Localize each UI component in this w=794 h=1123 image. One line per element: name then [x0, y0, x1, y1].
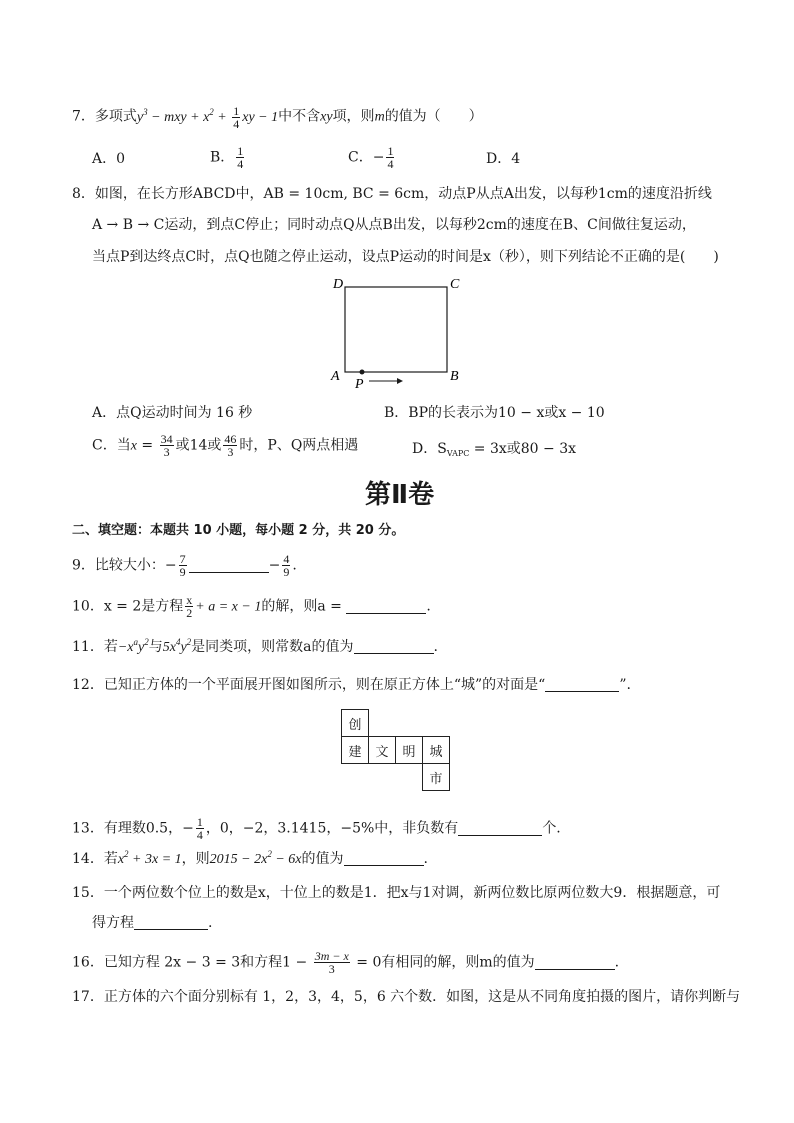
net-cell: 建	[342, 737, 369, 764]
label-d: D	[333, 277, 344, 292]
question-8-line2: A → B → C运动，到点C停止；同时动点Q从点B出发，以每秒2cm的速度在B、C间做往复运动，	[92, 217, 696, 233]
question-8-line1: 8．如图，在长方形ABCD中，AB = 10cm, BC = 6cm，动点P从点A出发，以每秒1cm的速度沿折线	[72, 186, 712, 202]
answer-blank[interactable]	[535, 955, 615, 970]
polynomial-expression: $y^3$ − mxy + $x^2$ + $\frac{1}{4}$ xy − 1	[136, 104, 279, 131]
question-14: 14．若$x^2 + 3x = 1$，则$2015 - 2x^2 - 6x$的值为 .	[72, 849, 428, 867]
q8-option-d: D．$S_{VAPC} = 3x$或80 − 3x	[412, 441, 577, 458]
question-12: 12．已知正方体的一个平面展开图如图所示，则在原正方体上“城”的对面是“ ”.	[72, 677, 631, 693]
option-a: A．0	[92, 151, 126, 167]
question-11: 11．若$-x^ay^2$与$5x^4y^2$是同类项，则常数a的值为 .	[72, 637, 438, 655]
question-17: 17．正方体的六个面分别标有 1，2，3，4，5，6 六个数．如图，这是从不同角度拍摄的图片，请你判断与	[72, 989, 741, 1005]
answer-blank[interactable]	[354, 639, 434, 654]
label-c: C	[450, 277, 460, 292]
answer-blank[interactable]	[189, 558, 269, 573]
cube-net	[341, 709, 450, 791]
q8-option-b: B．BP的长表示为10 − x或x − 10	[384, 405, 605, 421]
option-d: D．4	[486, 151, 521, 167]
answer-blank[interactable]	[458, 821, 542, 836]
option-b: B． $\frac{1}{4}$	[210, 144, 244, 171]
question-10: 10．x = 2是方程 $\frac{x}{2}$ + a = x − 1的解，则a = .	[72, 593, 431, 620]
label-a: A	[331, 369, 340, 384]
arrow-head-icon	[397, 378, 403, 384]
rectangle-abcd	[345, 287, 447, 372]
answer-blank[interactable]	[134, 915, 208, 930]
question-16: 16．已知方程 2x − 3 = 3和方程1 − $\frac{3m - x}{3}$ = 0有相同的解，则m的值为 .	[72, 949, 620, 976]
q8-option-a: A．点Q运动时间为 16 秒	[92, 405, 253, 421]
question-15-line2: 得方程 .	[92, 915, 213, 931]
net-cell: 城	[423, 737, 450, 764]
rectangle-figure	[325, 272, 470, 392]
label-b: B	[450, 369, 459, 384]
question-9: 9．比较大小：− $\frac{7}{9}$ − $\frac{4}{9}$ .	[72, 552, 297, 579]
question-15-line1: 15．一个两位数个位上的数是x，十位上的数是1．把x与1对调，新两位数比原两位数大9．根据题意，可	[72, 885, 721, 901]
answer-blank[interactable]	[545, 677, 619, 692]
option-c: C．− $\frac{1}{4}$	[348, 144, 394, 171]
answer-blank[interactable]	[344, 851, 424, 866]
net-cell: 创	[342, 710, 369, 737]
question-number: 7．	[72, 108, 95, 125]
question-13: 13．有理数0.5，− $\frac{1}{4}$ ，0，−2，3.1415，−5%中，非负数有 个.	[72, 815, 561, 842]
question-8-line3: 当点P到达终点C时，点Q也随之停止运动，设点P运动的时间是x（秒），则下列结论不正确的是( )	[92, 249, 719, 265]
question-7: 7．多项式$y^3$ − mxy + $x^2$ + $\frac{1}{4}$ xy − 1中不含xy项，则m的值为（ ）	[72, 104, 483, 131]
question-text: 多项式	[94, 108, 137, 125]
point-p	[360, 370, 365, 375]
section-heading: 二、填空题：本题共 10 小题，每小题 2 分，共 20 分。	[72, 523, 405, 538]
q8-option-c: C．当x = $\frac{34}{3}$ 或14或 $\frac{46}{3}$ 时，P、Q两点相遇	[92, 432, 359, 459]
part-title: 第Ⅱ卷	[365, 480, 435, 510]
label-p: P	[355, 377, 364, 392]
net-cell: 明	[396, 737, 423, 764]
net-cell: 文	[369, 737, 396, 764]
net-cell: 市	[423, 764, 450, 791]
answer-blank[interactable]	[346, 599, 426, 614]
